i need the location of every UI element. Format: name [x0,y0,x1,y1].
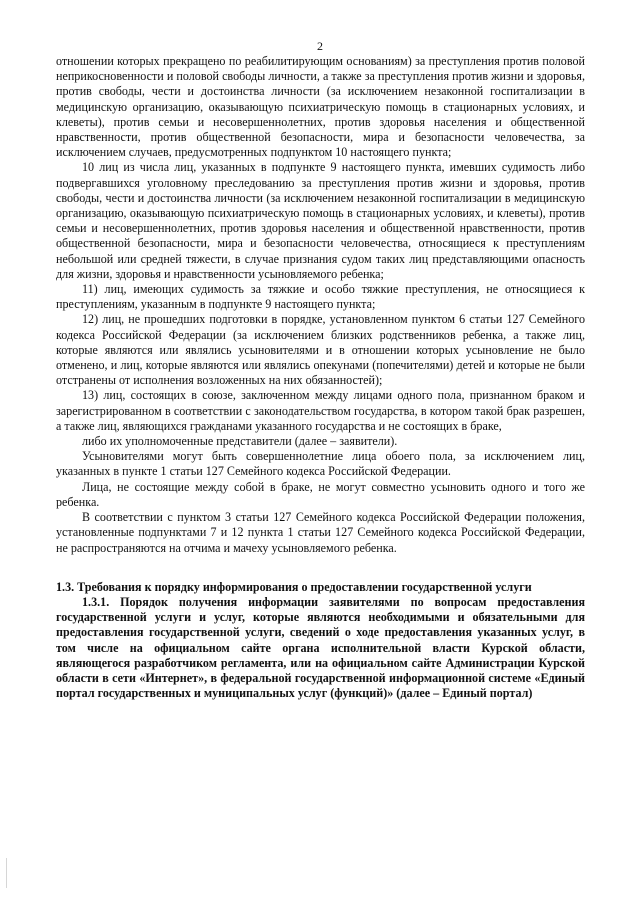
paragraph-item-13: 13) лиц, состоящих в союзе, заключенном между лицами одного пола, признанном браком и зарегистрированном в соответствии с законодательством государства, в котором такой брак разрешен, а также лиц, являющихся гражданами указанного государства и не состоящих в браке, [56,388,585,433]
paragraph-item-12: 12) лиц, не прошедших подготовки в порядке, установленном пунктом 6 статьи 127 Семейного кодекса Российской Федерации (за исключением близких родственников ребенка, а также лиц, которые являются или являлись усыновителями и в отношении которых усыновление не было отменено, и лиц, которые являются или являлись опекунами (попечителями) детей и которые не были отстранены от исполнения возложенных на них обязанностей); [56,312,585,388]
paragraph-continuation: отношении которых прекращено по реабилитирующим основаниям) за преступления против половой неприкосновенности и половой свободы личности, а также за преступления против жизни и здоровья, против свободы, чести и достоинства личности (за исключением незаконной госпитализации в медицинскую организацию, оказывающую психиатрическую помощь в стационарных условиях, и клеветы), против семьи и несовершеннолетних, против здоровья населения и общественной нравственности, против общественной безопасности, мира и безопасности человечества, за исключением случаев, предусмотренных подпунктом 10 настоящего пункта; [56,54,585,160]
section-heading: 1.3. Требования к порядку информирования о предоставлении государственной услуги [56,579,532,594]
document-body [56,54,585,701]
subsection-paragraph: 1.3.1. Порядок получения информации заявителями по вопросам предоставления государственной услуги и услуг, которые являются необходимыми и обязательными для предоставления государственной услуги, сведений о ходе предоставления указанных услуг, в том числе на официальном сайте органа исполнительной власти Курской области, являющегося разработчиком регламента, или на официальном сайте Администрации Курской области в сети «Интернет», в федеральной государственной информационной системе «Единый портал государственных и муниципальных услуг (функций)» (далее – Единый портал) [56,594,585,701]
paragraph-adopters-eligibility: Усыновителями могут быть совершеннолетние лица обоего пола, за исключением лиц, указанных в пункте 1 статьи 127 Семейного кодекса Российской Федерации. [56,449,585,479]
paragraph-item-10: 10 лиц из числа лиц, указанных в подпункте 9 настоящего пункта, имевших судимость либо подвергавшихся уголовному преследованию за преступления против жизни и здоровья, против свободы, чести и достоинства личности (за исключением незаконной госпитализации в медицинскую организацию, оказывающую психиатрическую помощь в стационарных условиях, и клеветы), против семьи и несовершеннолетних, против здоровья населения и общественной нравственности, против общественной безопасности, мира и безопасности человечества, относящиеся к преступлениям небольшой или средней тяжести, в случае признания судом таких лиц представляющими опасность для жизни, здоровья и нравственности усыновляемого ребенка; [56,160,585,281]
paragraph-representatives: либо их уполномоченные представители (далее – заявители). [82,434,398,449]
scan-edge-mark [6,858,7,888]
paragraph-unmarried-persons: Лица, не состоящие между собой в браке, не могут совместно усыновить одного и того же ребенка. [56,479,585,509]
paragraph-item-11: 11) лиц, имеющих судимость за тяжкие и особо тяжкие преступления, не относящиеся к преступлениям, указанным в подпункте 9 настоящего пункта; [56,282,585,312]
paragraph-stepparents: В соответствии с пунктом 3 статьи 127 Семейного кодекса Российской Федерации положения, установленные подпунктами 7 и 12 пункта 1 статьи 127 Семейного кодекса Российской Федерации, не распространяются на отчима и мачеху усыновляемого ребенка. [56,510,585,555]
page-number: 2 [317,39,323,53]
